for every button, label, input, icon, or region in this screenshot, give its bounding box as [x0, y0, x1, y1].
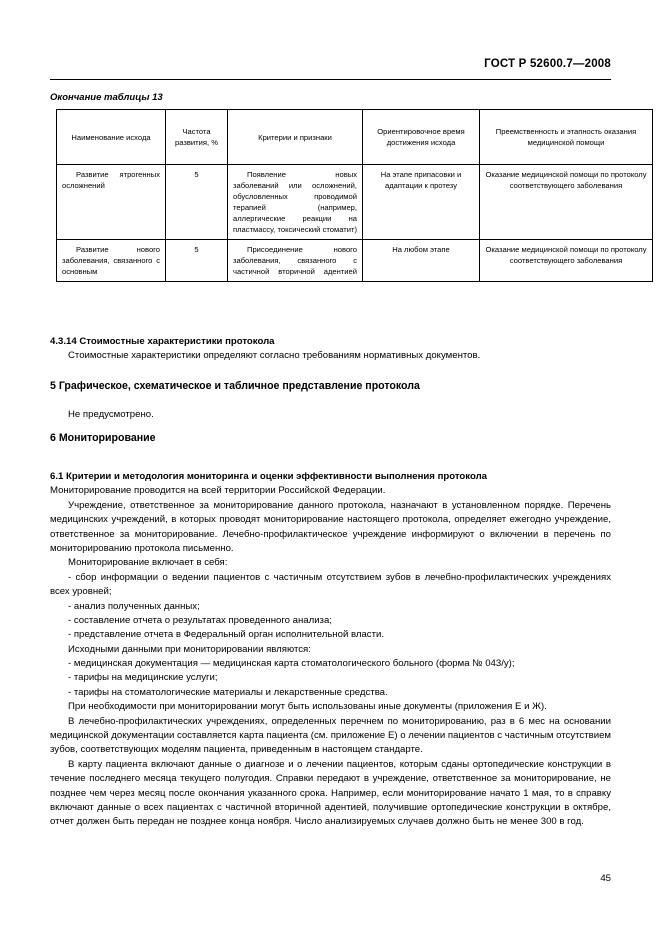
- bullet-material-tariffs: - тарифы на стоматологические материалы и лекарственные средства.: [68, 686, 388, 698]
- section-6-1: [50, 459, 611, 830]
- cell-criteria: Присоединение нового заболевания, связанного с частичной вторичной адентией: [228, 240, 363, 282]
- page-number: 45: [600, 873, 611, 884]
- table-header-row: [57, 110, 653, 165]
- bullet-compose-report: - составление отчета о результатах проведенного анализа;: [68, 614, 332, 626]
- bullet-analyze-data: - анализ полученных данных;: [68, 600, 200, 612]
- table-header-cell-frequency: Частота развития, %: [166, 110, 228, 165]
- table-row: [57, 240, 653, 282]
- section-6-1-title: 6.1 Критерии и методология мониторинга и оценки эффективности выполнения протокола: [50, 471, 488, 482]
- paragraph-responsible-institution: Учреждение, ответственное за мониторирование данного протокола, назначают в установленном порядке. Перечень медицинских учреждений, в которых проводят мониторирование настоящего протокола, определяет ежегодно учреждение, ответственное за мониторирование. Лечебно-профилактическое учреждение информируют о включении в перечень по мониторированию протокола письменно.: [50, 499, 611, 554]
- paragraph-other-documents: При необходимости при мониторировании могут быть использованы иные документы (приложения Е и Ж).: [68, 701, 547, 713]
- cell-time: На этапе припасовки и адаптации к протезу: [363, 165, 480, 240]
- paragraph-patient-card-content: В карту пациента включают данные о диагнозе и о лечении пациентов, которым сданы ортопедические конструкции в течение последнего месяца текущего полугодия. Справки передают в учреждение, ответственное за мониторирование, не позднее чем через месяц после окончания указанного срока. Например, если мониторирование начато 1 мая, то в справку включают данные о всех пациентах с частичной вторичной адентией, получившие ортопедические конструкции в октябре, отчет должен быть передан не позднее конца ноября. Число анализируемых случаев должно быть не менее 300 в год.: [50, 758, 611, 828]
- section-5-title: 5 Графическое, схематическое и табличное представление протокола: [50, 380, 420, 392]
- table-header-cell-time: Ориентировочное время достижения исхода: [363, 110, 480, 165]
- paragraph-patient-card-period: В лечебно-профилактических учреждениях, определенных перечнем по мониторированию, раз в 6 мес на основании медицинской документации составляется карта пациента (см. приложение Е) о лечении пациентов с частичным отсутствием зубов, соответствующих моделям пациента, приведенным в настоящем стандарте.: [50, 715, 611, 756]
- section-4-3-14-title: 4.3.14 Стоимостные характеристики протокола: [50, 336, 275, 347]
- table-header-cell-criteria: Критерии и признаки: [228, 110, 363, 165]
- cell-time: На любом этапе: [363, 240, 480, 282]
- bullet-submit-report: - представление отчета в Федеральный орган исполнительной власти.: [68, 629, 384, 641]
- section-4-3-14-text: Стоимостные характеристики определяют согласно требованиям нормативных документов.: [68, 350, 481, 362]
- header-divider: [50, 79, 611, 80]
- table-caption: Окончание таблицы 13: [50, 92, 163, 103]
- table-header-cell-name: Наименование исхода: [57, 110, 166, 165]
- cell-continuity: Оказание медицинской помощи по протоколу соответствующего заболевания: [480, 240, 653, 282]
- bullet-service-tariffs: - тарифы на медицинские услуги;: [68, 672, 218, 684]
- section-6-title: 6 Мониторирование: [50, 432, 156, 444]
- section-5: [50, 379, 611, 422]
- cell-name: Развитие нового заболевания, связанного с основным: [57, 240, 166, 282]
- table-row: [57, 165, 653, 240]
- page-header-standard: ГОСТ Р 52600.7—2008: [484, 58, 611, 70]
- cell-continuity: Оказание медицинской помощи по протоколу соответствующего заболевания: [480, 165, 653, 240]
- paragraph-monitoring-territory: Мониторирование проводится на всей территории Российской Федерации.: [50, 485, 386, 497]
- bullet-medical-documentation: - медицинская документация — медицинская карта стоматологического больного (форма № 043/у);: [68, 658, 515, 670]
- section-5-text: Не предусмотрено.: [68, 408, 154, 420]
- section-6: [50, 431, 611, 447]
- bullet-collect-information: - сбор информации о ведении пациентов с частичным отсутствием зубов в лечебно-профилактических учреждениях всех уровней;: [50, 571, 611, 598]
- section-4-3-14: [50, 335, 611, 364]
- cell-frequency: 5: [166, 240, 228, 282]
- outcomes-table: [56, 109, 653, 282]
- paragraph-monitoring-includes: Мониторирование включает в себя:: [68, 557, 228, 569]
- cell-frequency: 5: [166, 165, 228, 240]
- table-header-cell-continuity: Преемственность и этапность оказания медицинской помощи: [480, 110, 653, 165]
- cell-criteria: Появление новых заболеваний или осложнений, обусловленных проводимой терапией (например, аллергические реакции на пластмассу, токсический стоматит): [228, 165, 363, 240]
- paragraph-source-data: Исходными данными при мониторировании являются:: [68, 643, 311, 655]
- cell-name: Развитие ятрогенных осложнений: [57, 165, 166, 240]
